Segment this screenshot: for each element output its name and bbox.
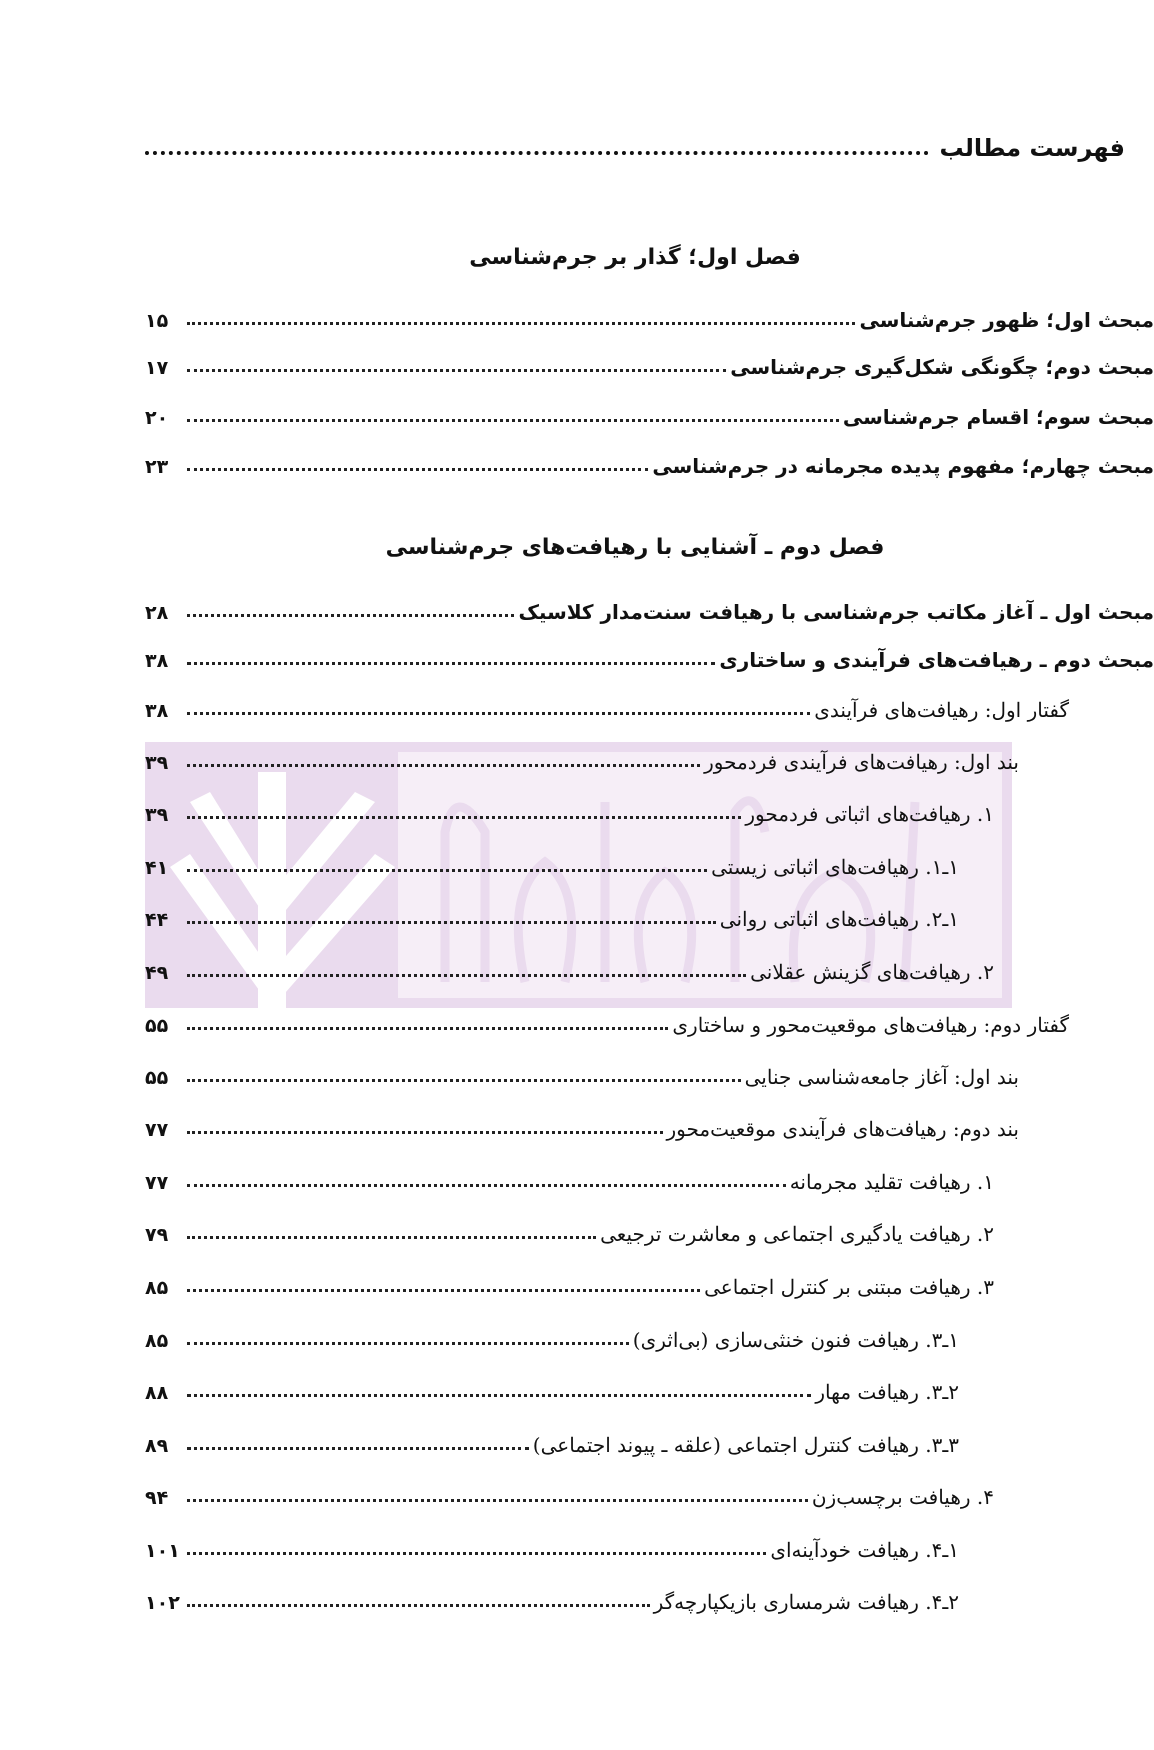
entry-label: مبحث اول؛ ظهور جرم‌شناسی bbox=[859, 308, 1154, 332]
entry-label: ۱ـ۳. رهیافت فنون خنثی‌سازی (بی‌اثری) bbox=[632, 1328, 959, 1352]
page-number: ۱۵ bbox=[145, 310, 169, 332]
dot-leader bbox=[187, 468, 648, 471]
entry-label: ۱. رهیافت تقلید مجرمانه bbox=[789, 1170, 994, 1194]
toc-entry[interactable] bbox=[145, 1528, 959, 1562]
page-number: ۸۵ bbox=[145, 1277, 169, 1299]
entry-label: مبحث چهارم؛ مفهوم پدیده مجرمانه در جرم‌شناسی bbox=[652, 454, 1154, 478]
entry-label: ۱ـ۱. رهیافت‌های اثباتی زیستی bbox=[711, 855, 959, 879]
page-number: ۵۵ bbox=[145, 1015, 169, 1037]
toc-entry[interactable] bbox=[145, 1475, 994, 1509]
dot-leader bbox=[187, 974, 746, 977]
toc-entry[interactable] bbox=[145, 897, 959, 931]
toc-entry[interactable] bbox=[145, 298, 1154, 332]
entry-label: گفتار اول: رهیافت‌های فرآیندی bbox=[814, 698, 1069, 722]
dot-leader bbox=[187, 1079, 741, 1082]
toc-entry[interactable] bbox=[145, 1370, 959, 1404]
entry-label: ۲. رهیافت‌های گزینش عقلانی bbox=[750, 960, 994, 984]
toc-entry[interactable] bbox=[145, 590, 1154, 624]
entry-label: مبحث دوم؛ چگونگی شکل‌گیری جرم‌شناسی bbox=[730, 355, 1154, 379]
dot-leader bbox=[187, 1236, 596, 1239]
page-number: ۱۰۲ bbox=[145, 1592, 180, 1614]
dot-leader bbox=[187, 921, 716, 924]
toc-entry[interactable] bbox=[145, 395, 1154, 429]
page-number: ۴۹ bbox=[145, 962, 169, 984]
page-number: ۸۸ bbox=[145, 1382, 169, 1404]
dot-leader bbox=[187, 869, 707, 872]
page-number: ۵۵ bbox=[145, 1067, 169, 1089]
page-number: ۲۰ bbox=[145, 407, 169, 429]
page-number: ۳۹ bbox=[145, 804, 169, 826]
page-number: ۳۹ bbox=[145, 752, 169, 774]
dot-leader bbox=[187, 1289, 700, 1292]
toc-entry[interactable] bbox=[145, 1003, 1069, 1037]
dot-leader bbox=[187, 1447, 529, 1450]
dot-leader bbox=[187, 614, 514, 617]
page-number: ۸۵ bbox=[145, 1330, 169, 1352]
dot-leader bbox=[187, 322, 855, 325]
toc-entry[interactable] bbox=[145, 1160, 994, 1194]
dot-leader bbox=[187, 1394, 811, 1397]
page-number: ۱۷ bbox=[145, 357, 169, 379]
toc-entry[interactable] bbox=[145, 1107, 1019, 1141]
page-number: ۴۱ bbox=[145, 857, 169, 879]
entry-label: گفتار دوم: رهیافت‌های موقعیت‌محور و ساختاری bbox=[672, 1013, 1069, 1037]
page-number: ۱۰۱ bbox=[145, 1540, 180, 1562]
toc-entry[interactable] bbox=[145, 1580, 959, 1614]
page-number: ۷۷ bbox=[145, 1119, 169, 1141]
entry-label: ۳ـ۳. رهیافت کنترل اجتماعی (علقه ـ پیوند اجتماعی) bbox=[532, 1433, 959, 1457]
toc-entry[interactable] bbox=[145, 1265, 994, 1299]
chapter-heading bbox=[145, 245, 1125, 270]
page-number: ۳۸ bbox=[145, 650, 169, 672]
dot-leader bbox=[187, 816, 741, 819]
toc-title: فهرست مطالب bbox=[939, 134, 1125, 162]
toc-entry[interactable] bbox=[145, 1212, 994, 1246]
entry-label: ۴. رهیافت برچسب‌زن bbox=[811, 1485, 994, 1509]
dot-leader bbox=[187, 1499, 808, 1502]
chapter-title: فصل دوم ـ آشنایی با رهیافت‌های جرم‌شناسی bbox=[385, 535, 885, 560]
page-number: ۴۴ bbox=[145, 909, 169, 931]
dot-leader bbox=[187, 764, 700, 767]
entry-label: ۲ـ۳. رهیافت مهار bbox=[815, 1380, 959, 1404]
toc-entry[interactable] bbox=[145, 1423, 959, 1457]
dot-leader bbox=[187, 662, 715, 665]
dot-leader bbox=[187, 1342, 629, 1345]
page-number: ۸۹ bbox=[145, 1435, 169, 1457]
toc-entry[interactable] bbox=[145, 638, 1154, 672]
page-number: ۲۸ bbox=[145, 602, 169, 624]
chapter-title: فصل اول؛ گذار بر جرم‌شناسی bbox=[469, 245, 801, 270]
entry-label: ۳. رهیافت مبتنی بر کنترل اجتماعی bbox=[704, 1275, 994, 1299]
entry-label: بند اول: آغاز جامعه‌شناسی جنایی bbox=[744, 1065, 1019, 1089]
toc-entry[interactable] bbox=[145, 845, 959, 879]
entry-label: مبحث دوم ـ رهیافت‌های فرآیندی و ساختاری bbox=[719, 648, 1154, 672]
entry-label: بند دوم: رهیافت‌های فرآیندی موقعیت‌محور bbox=[666, 1117, 1019, 1141]
dot-leader bbox=[187, 1131, 663, 1134]
page-number: ۷۷ bbox=[145, 1172, 169, 1194]
entry-label: مبحث سوم؛ اقسام جرم‌شناسی bbox=[842, 405, 1154, 429]
entry-label: مبحث اول ـ آغاز مکاتب جرم‌شناسی با رهیافت سنت‌مدار کلاسیک bbox=[518, 600, 1154, 624]
entry-label: ۱ـ۴. رهیافت خودآینه‌ای bbox=[770, 1538, 959, 1562]
toc-entry[interactable] bbox=[145, 345, 1154, 379]
entry-label: ۱ـ۲. رهیافت‌های اثباتی روانی bbox=[719, 907, 959, 931]
page-number: ۹۴ bbox=[145, 1487, 169, 1509]
chapter-heading bbox=[145, 535, 1125, 560]
toc-entry[interactable] bbox=[145, 950, 994, 984]
toc-entry[interactable] bbox=[145, 444, 1154, 478]
toc-header bbox=[145, 128, 1125, 168]
toc-entry[interactable] bbox=[145, 740, 1019, 774]
dot-leader bbox=[187, 712, 810, 715]
dot-leader bbox=[187, 1027, 668, 1030]
toc-entry[interactable] bbox=[145, 792, 994, 826]
dot-leader bbox=[187, 1552, 766, 1555]
page-number: ۲۳ bbox=[145, 456, 169, 478]
dot-leader bbox=[187, 369, 726, 372]
header-dot-leader bbox=[145, 151, 929, 155]
toc-entry[interactable] bbox=[145, 1318, 959, 1352]
entry-label: بند اول: رهیافت‌های فرآیندی فردمحور bbox=[704, 750, 1019, 774]
toc-entry[interactable] bbox=[145, 688, 1069, 722]
page-number: ۷۹ bbox=[145, 1224, 169, 1246]
entry-label: ۱. رهیافت‌های اثباتی فردمحور bbox=[745, 802, 994, 826]
dot-leader bbox=[187, 419, 839, 422]
entry-label: ۲. رهیافت یادگیری اجتماعی و معاشرت ترجیعی bbox=[600, 1222, 994, 1246]
page-number: ۳۸ bbox=[145, 700, 169, 722]
toc-entry[interactable] bbox=[145, 1055, 1019, 1089]
dot-leader bbox=[187, 1604, 650, 1607]
entry-label: ۲ـ۴. رهیافت شرمساری بازیکپارچه‌گر bbox=[653, 1590, 959, 1614]
dot-leader bbox=[187, 1184, 786, 1187]
